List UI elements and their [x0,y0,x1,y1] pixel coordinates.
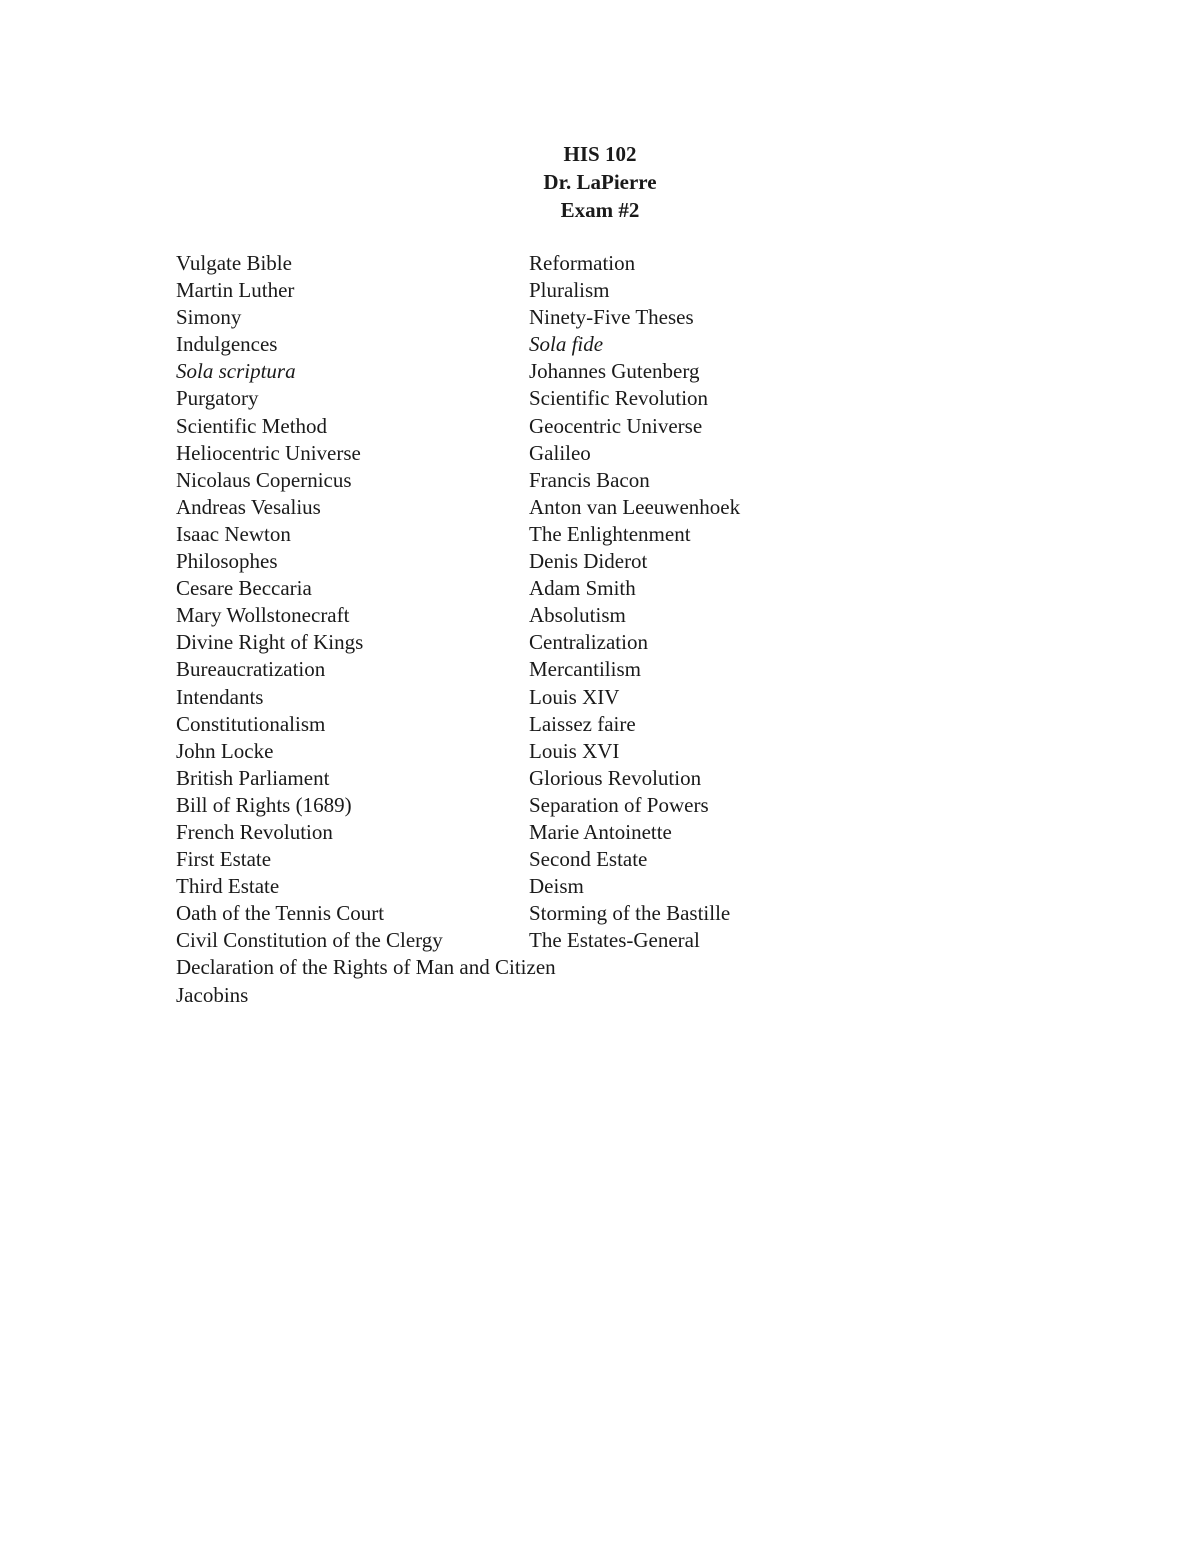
term-right: Centralization [529,630,648,655]
term-right: Scientific Revolution [529,386,709,411]
term-row [176,385,876,412]
term-right: Storming of the Bastille [529,901,731,926]
term-row [176,656,876,683]
term-left: Constitutionalism [176,711,326,736]
term-left: Heliocentric Universe [176,440,361,465]
term-left: Nicolaus Copernicus [176,467,352,492]
term-row [176,846,876,873]
term-right: Glorious Revolution [529,765,702,790]
term-left: First Estate [176,847,272,872]
term-right: Francis Bacon [529,467,650,492]
term-row [176,331,876,358]
term-right: Reformation [529,251,636,275]
term-left: Vulgate Bible [176,251,292,275]
term-row [176,358,876,385]
term-left: French Revolution [176,819,333,844]
term-right: Louis XVI [529,738,620,763]
term-right: Laissez faire [529,711,636,736]
term-right: Absolutism [529,603,626,628]
term-left: Civil Constitution of the Clergy [176,928,443,953]
term-right: Pluralism [529,278,610,303]
term-row [176,792,876,819]
term-left: Bill of Rights (1689) [176,792,352,817]
term-left: Divine Right of Kings [176,630,364,655]
term-row [176,711,876,738]
term-right: The Estates-General [529,928,700,953]
term-right: Second Estate [529,847,648,872]
term-row [176,602,876,629]
term-right: Galileo [529,440,591,465]
term-row [176,413,876,440]
term-right: The Enlightenment [529,521,691,546]
term-row [176,629,876,656]
term-right: Deism [529,874,584,899]
term-left: Cesare Beccaria [176,576,312,601]
term-left: British Parliament [176,765,330,790]
term-list [176,250,876,1009]
term-left: Philosophes [176,549,278,574]
term-left: Mary Wollstonecraft [176,603,350,628]
term-row [176,684,876,711]
term-right: Louis XIV [529,684,620,709]
document-header [0,140,1200,224]
term-left: John Locke [176,738,274,763]
term-left: Purgatory [176,386,259,411]
term-right: Denis Diderot [529,549,648,574]
term-row [176,819,876,846]
term-left: Third Estate [176,874,280,899]
term-right: Johannes Gutenberg [529,359,700,384]
term-right: Adam Smith [529,576,636,601]
term-right: Separation of Powers [529,792,709,817]
term-row [176,277,876,304]
term-right: Mercantilism [529,657,641,682]
term-left: Jacobins [176,982,249,1007]
term-left: Andreas Vesalius [176,494,321,519]
term-row [176,521,876,548]
term-right: Marie Antoinette [529,819,672,844]
term-row [176,304,876,331]
term-left: Oath of the Tennis Court [176,901,385,926]
term-left: Martin Luther [176,278,295,303]
term-left: Intendants [176,684,264,709]
term-left: Sola scriptura [176,359,296,384]
term-right: Anton van Leeuwenhoek [529,494,741,519]
term-row [176,575,876,602]
term-left: Declaration of the Rights of Man and Citizen [176,955,556,980]
term-right: Ninety-Five Theses [529,305,694,330]
term-right: Geocentric Universe [529,413,703,438]
term-left: Bureaucratization [176,657,326,682]
exam-title: Exam #2 [560,198,640,222]
term-row [176,738,876,765]
term-row [176,494,876,521]
term-left: Isaac Newton [176,521,291,546]
term-row [176,873,876,900]
term-row [176,765,876,792]
term-row [176,982,876,1009]
term-row [176,467,876,494]
term-row [176,927,876,954]
term-left: Scientific Method [176,413,328,438]
term-left: Simony [176,305,242,330]
course-title: HIS 102 [563,142,637,166]
term-row [176,440,876,467]
term-row [176,954,876,981]
term-row [176,250,876,277]
term-left: Indulgences [176,332,278,357]
instructor-name: Dr. LaPierre [543,170,657,194]
term-row [176,900,876,927]
term-right: Sola fide [529,332,604,357]
term-row [176,548,876,575]
